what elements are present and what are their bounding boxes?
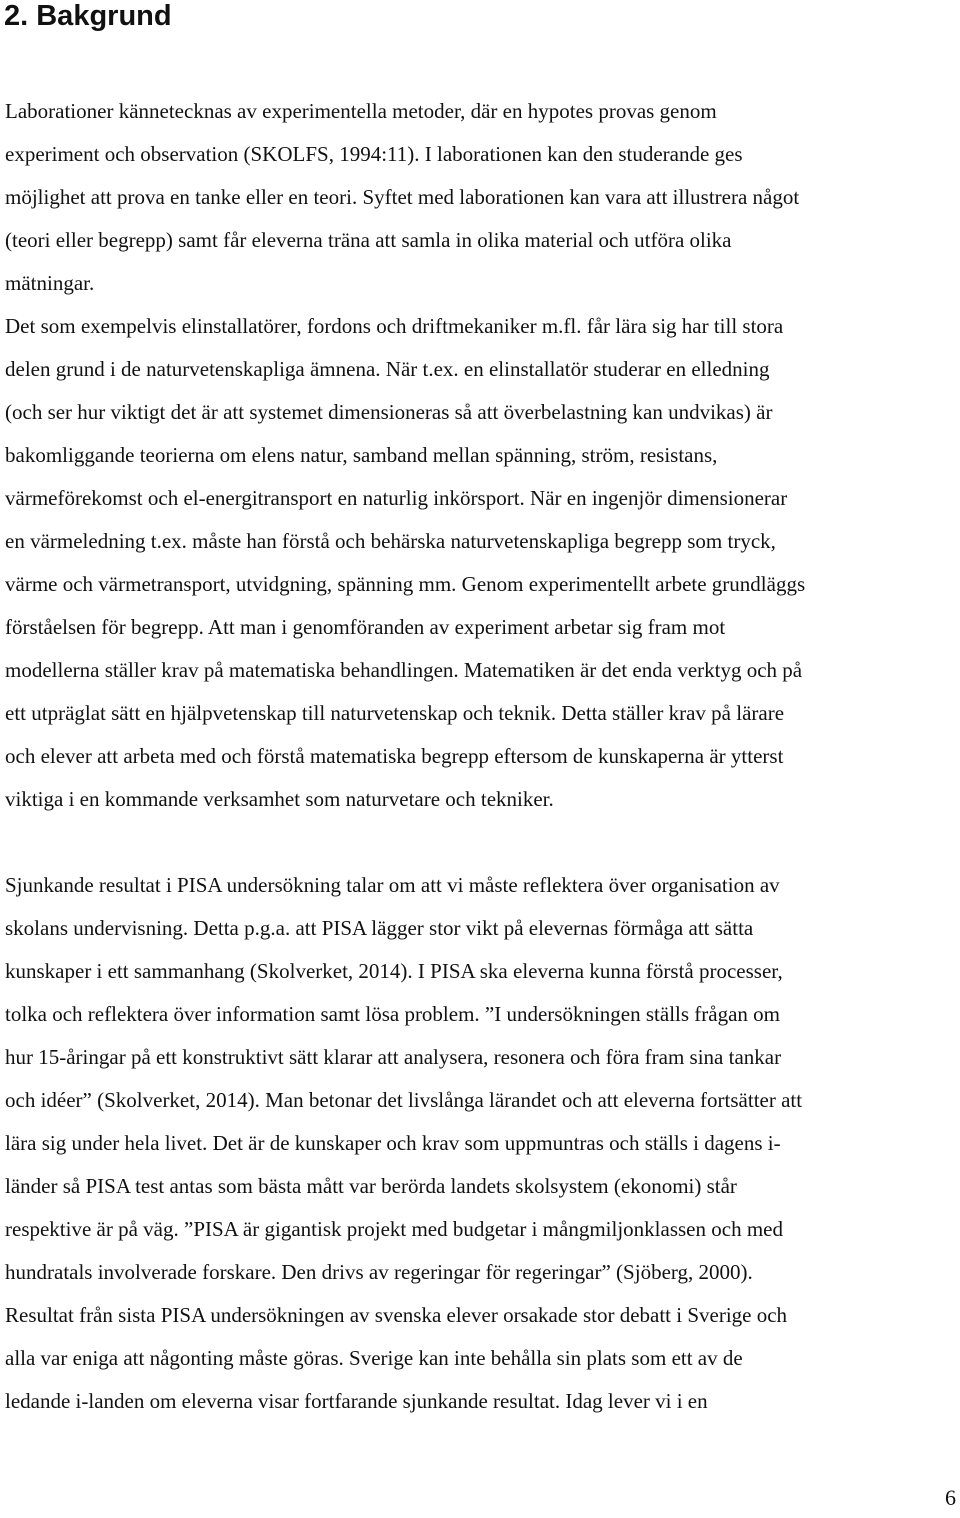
text-line: kunskaper i ett sammanhang (Skolverket, 2014). I PISA ska eleverna kunna förstå processer, [5, 959, 783, 983]
text-line: (och ser hur viktigt det är att systemet dimensioneras så att överbelastning kan undvikas) är [5, 400, 773, 424]
text-line: mätningar. [5, 271, 95, 295]
text-line: alla var eniga att någonting måste göras. Sverige kan inte behålla sin plats som ett av de [5, 1346, 743, 1370]
text-line: delen grund i de naturvetenskapliga ämnena. När t.ex. en elinstallatör studerar en elledning [5, 357, 770, 381]
text-line: hundratals involverade forskare. Den drivs av regeringar för regeringar” (Sjöberg, 2000). [5, 1260, 753, 1284]
text-line: bakomliggande teorierna om elens natur, samband mellan spänning, ström, resistans, [5, 443, 718, 467]
text-line: lära sig under hela livet. Det är de kunskaper och krav som uppmuntras och ställs i dagens i- [5, 1131, 781, 1155]
text-line: Sjunkande resultat i PISA undersökning talar om att vi måste reflektera över organisation av [5, 873, 780, 897]
text-line: experiment och observation (SKOLFS, 1994:11). I laborationen kan den studerande ges [5, 142, 743, 166]
page-number: 6 [945, 1485, 956, 1510]
text-line: hur 15-åringar på ett konstruktivt sätt klarar att analysera, resonera och föra fram sina tankar [5, 1045, 782, 1069]
text-line: viktiga i en kommande verksamhet som naturvetare och tekniker. [5, 787, 554, 811]
text-line: tolka och reflektera över information samt lösa problem. ”I undersökningen ställs frågan om [5, 1002, 781, 1026]
text-line: skolans undervisning. Detta p.g.a. att PISA lägger stor vikt på elevernas förmåga att sätta [5, 916, 754, 940]
text-line: värmeförekomst och el-energitransport en naturlig inkörsport. När en ingenjör dimensionerar [5, 486, 788, 510]
text-line: (teori eller begrepp) samt får eleverna träna att samla in olika material och utföra olika [5, 228, 732, 252]
text-line: modellerna ställer krav på matematiska behandlingen. Matematiken är det enda verktyg och på [5, 658, 803, 682]
text-line: en värmeledning t.ex. måste han förstå och behärska naturvetenskapliga begrepp som tryck, [5, 529, 776, 553]
text-line: Resultat från sista PISA undersökningen av svenska elever orsakade stor debatt i Sverige och [5, 1303, 788, 1327]
text-line: möjlighet att prova en tanke eller en teori. Syftet med laborationen kan vara att illustrera något [5, 185, 800, 209]
text-line: Det som exempelvis elinstallatörer, fordons och driftmekaniker m.fl. får lära sig har till stora [5, 314, 784, 338]
text-line: respektive är på väg. ”PISA är gigantisk projekt med budgetar i mångmiljonklassen och med [5, 1217, 783, 1241]
text-line: och elever att arbeta med och förstå matematiska begrepp eftersom de kunskaperna är ytterst [5, 744, 784, 768]
text-line: ledande i-landen om eleverna visar fortfarande sjunkande resultat. Idag lever vi i en [5, 1389, 708, 1413]
text-line: förståelsen för begrepp. Att man i genomföranden av experiment arbetar sig fram mot [5, 615, 726, 639]
text-line: Laborationer kännetecknas av experimentella metoder, där en hypotes provas genom [5, 99, 717, 123]
text-line: värme och värmetransport, utvidgning, spänning mm. Genom experimentellt arbete grundläggs [5, 572, 806, 596]
text-line: ett utpräglat sätt en hjälpvetenskap till naturvetenskap och teknik. Detta ställer krav på lärare [5, 701, 785, 725]
section-heading: 2. Bakgrund [4, 0, 172, 32]
text-line: och idéer” (Skolverket, 2014). Man betonar det livslånga lärandet och att eleverna fortsätter att [5, 1088, 803, 1112]
text-line: länder så PISA test antas som bästa mått var berörda landets skolsystem (ekonomi) står [5, 1174, 737, 1198]
